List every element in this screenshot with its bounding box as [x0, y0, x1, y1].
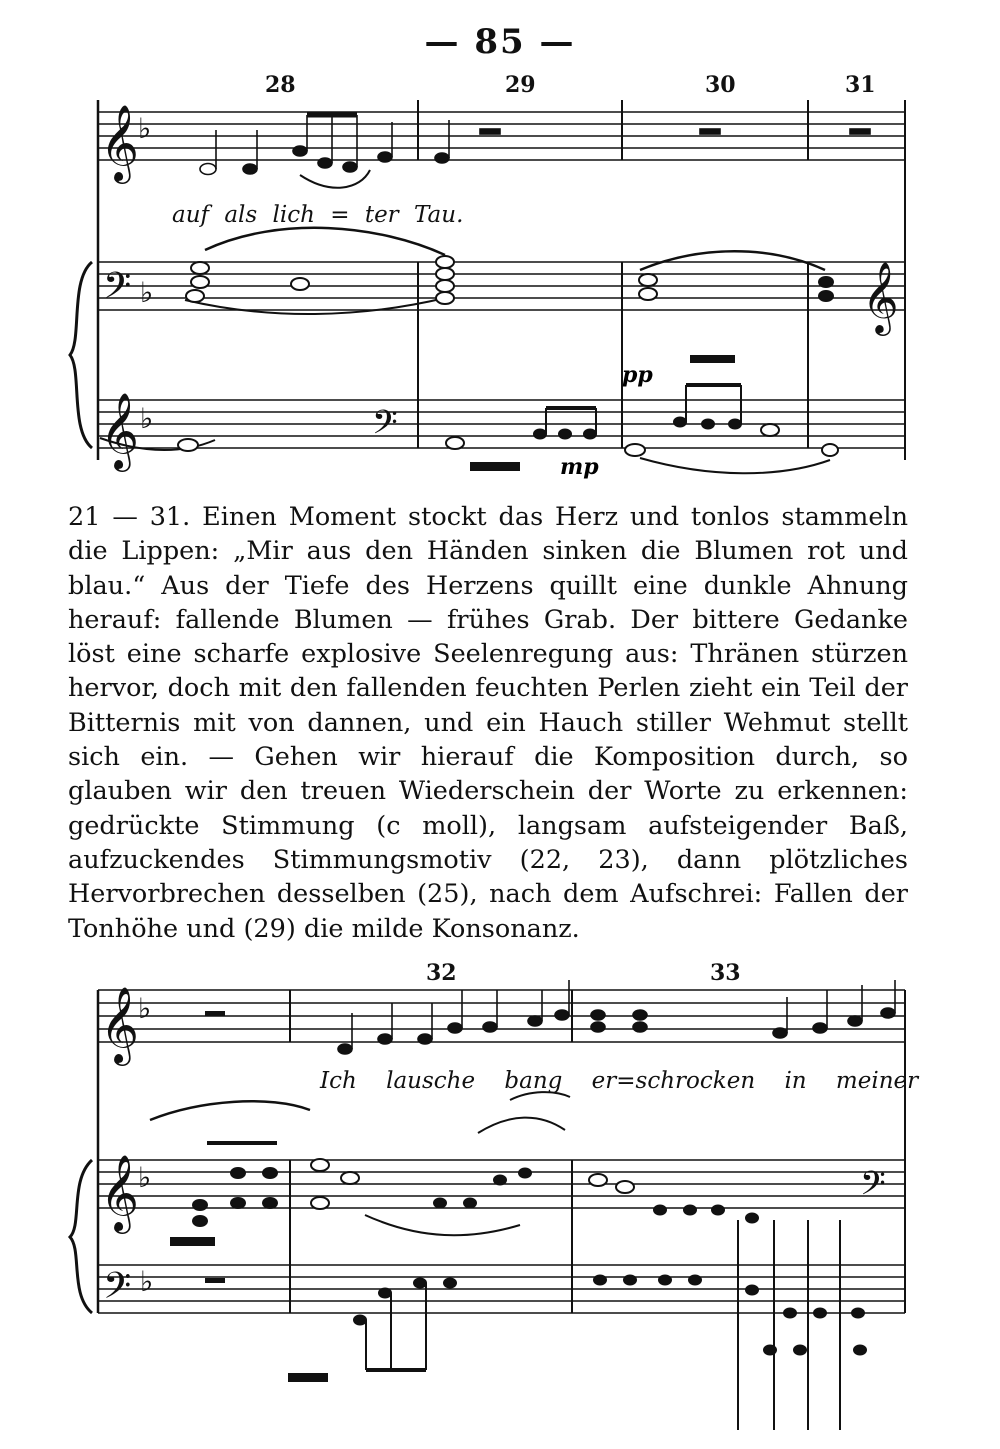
music-system-1: [0, 0, 1000, 500]
measure-number-32: 32: [426, 960, 457, 986]
svg-text:♭: ♭: [138, 1161, 152, 1194]
dynamic-pp: pp: [622, 362, 653, 388]
measure-number-29: 29: [505, 72, 536, 98]
svg-text:♭: ♭: [138, 992, 152, 1025]
dynamic-mp: mp: [560, 454, 599, 480]
svg-text:♭: ♭: [140, 402, 154, 435]
measure-number-30: 30: [705, 72, 736, 98]
measure-number-28: 28: [265, 72, 296, 98]
measure-number-31: 31: [845, 72, 876, 98]
svg-text:𝄞: 𝄞: [100, 986, 140, 1063]
piano-bass-staff: [98, 400, 905, 448]
measure-number-33: 33: [710, 960, 741, 986]
piano-bass-staff-2: [98, 1265, 905, 1313]
commentary-paragraph: 21 — 31. Einen Moment stockt das Herz und tonlos stammeln die Lippen: „Mir aus den Händen sinken die Blumen rot und blau.“ Aus der Tiefe des Herzens quillt eine dunkle Ahnung herauf: fallende Blumen — frühes Grab. Der bittere Gedanke löst eine scharfe explosive Seelenregung aus: Thränen stürzen hervor, doch mit den fallenden feuchten Perlen zieht ein Teil der Bitternis mit von dannen, und ein Hauch stiller Wehmut stellt sich ein. — Gehen wir hierauf die Komposition durch, so glauben wir den treuen Wiederschein der Worte zu erkennen: gedrückte Stimmung (c moll), langsam aufsteigender Baß, aufzuckendes Stimmungsmotiv (22, 23), dann plötzliches Hervorbrechen desselben (25), nach dem Aufschrei: Fallen der Tonhöhe und (29) die milde Konsonanz.: [68, 502, 908, 944]
svg-text:𝄢: 𝄢: [372, 404, 398, 450]
piano-treble-staff: [98, 262, 905, 310]
lyrics-system-1: auf als lich = ter Tau.: [172, 202, 464, 228]
svg-text:𝄢: 𝄢: [103, 1265, 132, 1316]
voice-staff: [98, 112, 905, 160]
music-system-2: [0, 975, 1000, 1445]
svg-text:𝄞: 𝄞: [100, 392, 140, 469]
svg-text:𝄢: 𝄢: [860, 1165, 886, 1211]
svg-text:𝄞: 𝄞: [100, 1154, 140, 1231]
svg-text:𝄞: 𝄞: [100, 104, 140, 181]
lyrics-system-2: Ich lausche bang er=schrocken in meiner: [320, 1068, 919, 1094]
svg-text:♭: ♭: [140, 276, 154, 309]
svg-text:♭: ♭: [140, 1265, 154, 1298]
svg-text:𝄞: 𝄞: [862, 260, 899, 333]
svg-text:𝄢: 𝄢: [103, 265, 132, 316]
page-number: — 85 —: [424, 22, 576, 62]
svg-text:♭: ♭: [138, 112, 152, 145]
